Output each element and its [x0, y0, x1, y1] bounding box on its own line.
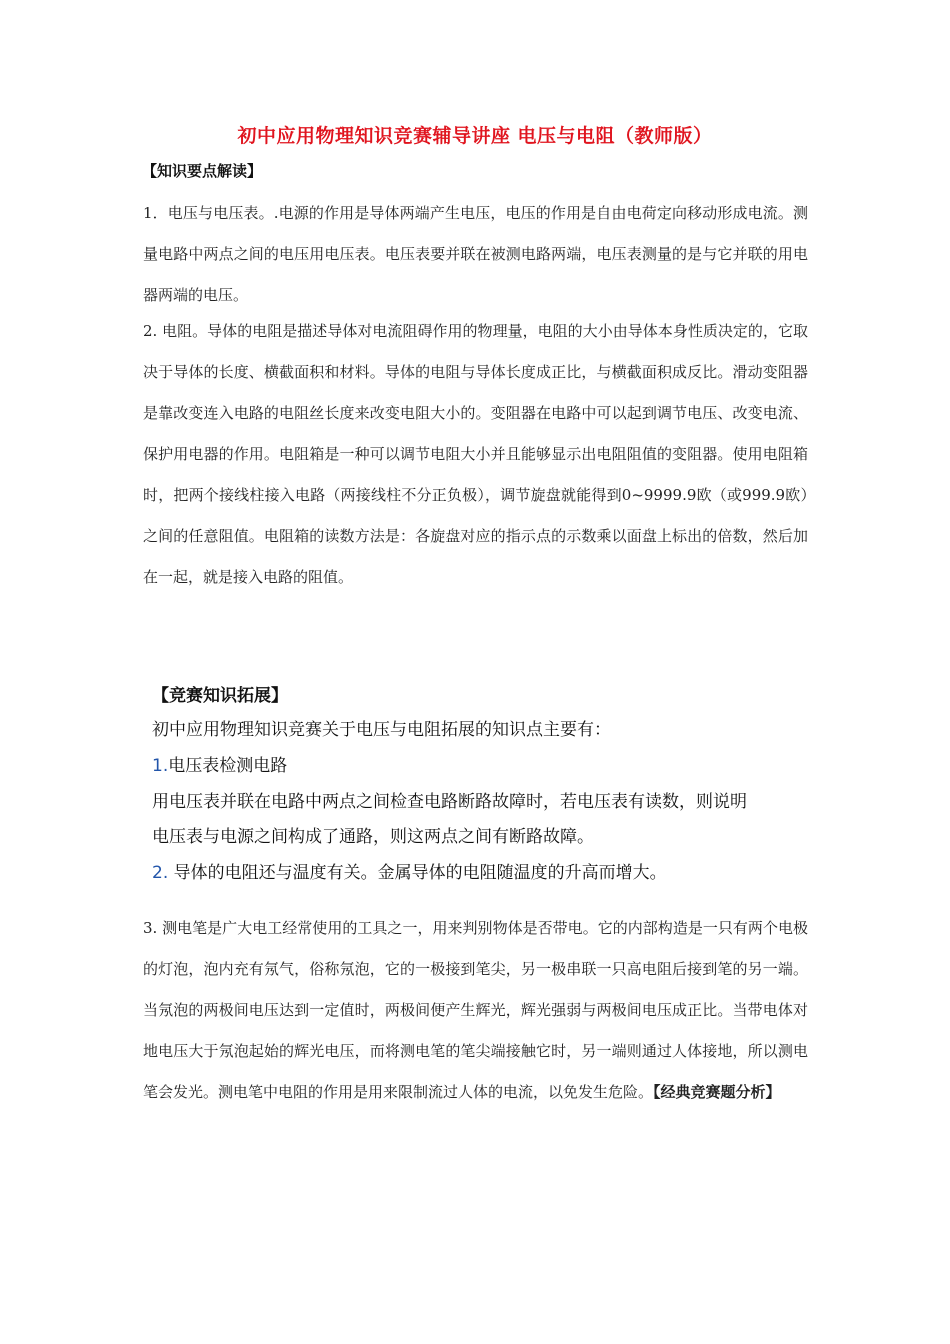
- extension-point-2: [152, 858, 667, 883]
- point-1-number: 1.: [152, 756, 169, 776]
- extension-intro: 初中应用物理知识竞赛关于电压与电阻拓展的知识点主要有：: [152, 720, 611, 740]
- extension-point-1-line-2: 电压表与电源之间构成了通路，则这两点之间有断路故障。: [152, 827, 594, 847]
- point-1-title-text: 电压表检测电路: [168, 756, 288, 776]
- section-heading-classic-problems: 【经典竞赛题分析】: [653, 1083, 781, 1101]
- paragraph-resistance: 2. 电阻。导体的电阻是描述导体对电流阻碍作用的物理量，电阻的大小由导体本身性质决定的，它取决于导体的长度、横截面积和材料。导体的电阻与导体长度成正比，与横截面积成反比。滑动变阻器是靠改变连入电路的电阻丝长度来改变电阻大小的。变阻器在电路中可以起到调节电压、改变电流、保护用电器的作用。电阻箱是一种可以调节电阻大小并且能够显示出电阻阻值的变阻器。使用电阻箱时，把两个接线柱接入电路（两接线柱不分正负极），调节旋盘就能得到0~9999.9欧（或999.9欧）之间的任意阻值。电阻箱的读数方法是：各旋盘对应的指示点的示数乘以面盘上标出的倍数，然后加在一起，就是接入电路的阻值。: [143, 322, 808, 586]
- paragraph-test-pen: [143, 908, 808, 1113]
- point-2-text: 导体的电阻还与温度有关。金属导体的电阻随温度的升高而增大。: [168, 863, 667, 883]
- paragraph-voltage: 1．电压与电压表。.电源的作用是导体两端产生电压，电压的作用是自由电荷定向移动形成电流。测量电路中两点之间的电压用电压表。电压表要并联在被测电路两端，电压表测量的是与它并联的用电器两端的电压。: [143, 204, 808, 304]
- page-title: 初中应用物理知识竞赛辅导讲座 电压与电阻（教师版）: [237, 125, 713, 147]
- section-heading-knowledge-points: 【知识要点解读】: [142, 162, 263, 180]
- point-2-number: 2.: [152, 863, 169, 883]
- extension-point-1-title: [152, 751, 287, 776]
- extension-point-1-line-1: 用电压表并联在电路中两点之间检查电路断路故障时，若电压表有读数，则说明: [152, 792, 747, 812]
- test-pen-text: 3. 测电笔是广大电工经常使用的工具之一，用来判别物体是否带电。它的内部构造是一只有两个电极的灯泡，泡内充有氖气，俗称氖泡，它的一极接到笔尖，另一极串联一只高电阻后接到笔的另一端。当氖泡的两极间电压达到一定值时，两极间便产生辉光，辉光强弱与两极间电压成正比。当带电体对地电压大于氖泡起始的辉光电压，而将测电笔的笔尖端接触它时，另一端则通过人体接地，所以测电笔会发光。测电笔中电阻的作用是用来限制流过人体的电流，以免发生危险。: [143, 919, 808, 1101]
- section-heading-competition-extension: 【竞赛知识拓展】: [152, 686, 288, 706]
